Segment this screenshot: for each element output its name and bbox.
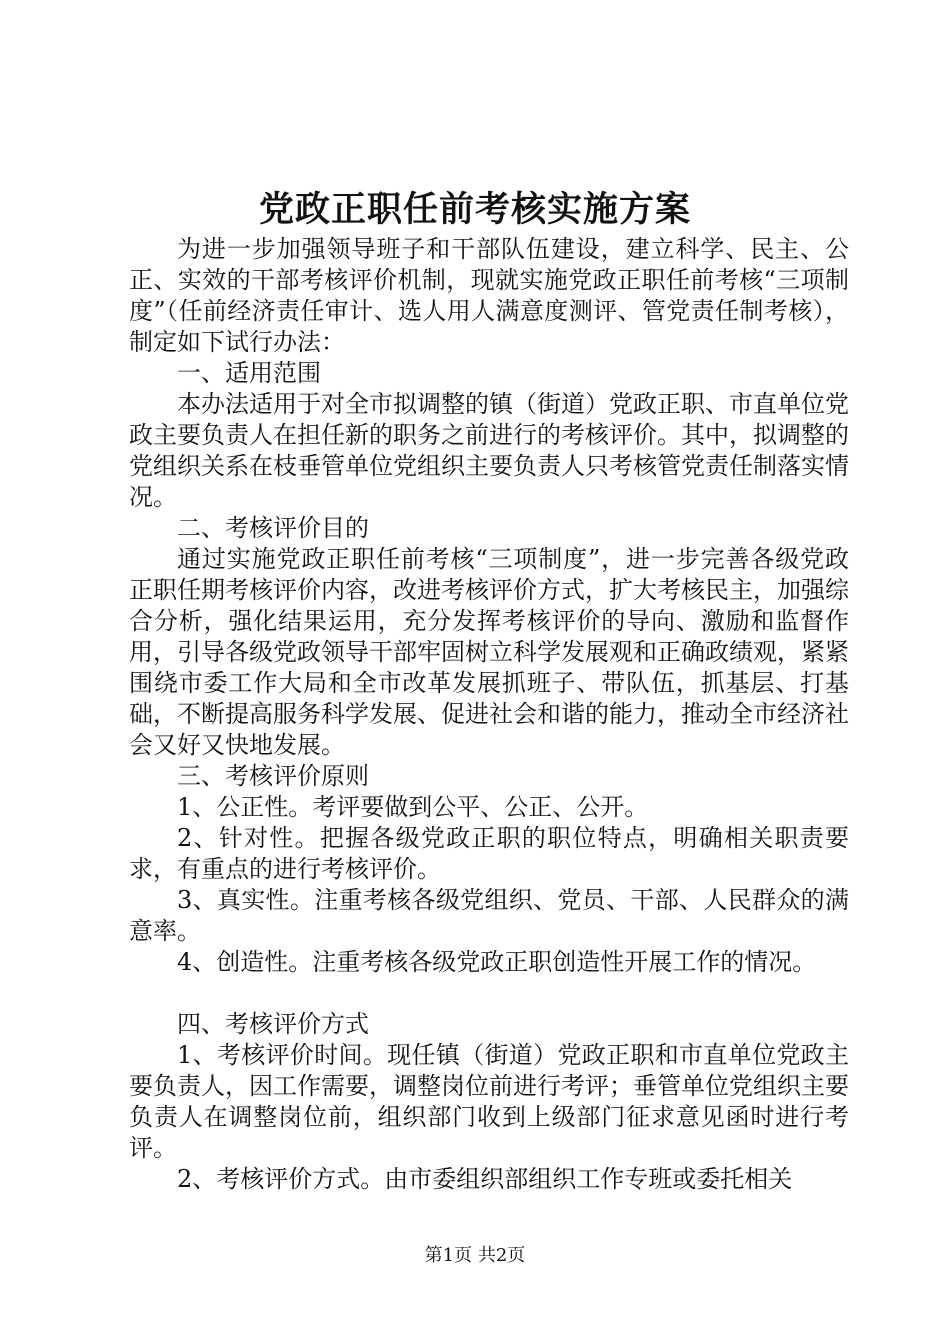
principle-item-3: 3、真实性。注重考核各级党组织、党员、干部、人民群众的满意率。 [129,886,849,945]
principle-item-2: 2、针对性。把握各级党政正职的职位特点，明确相关职责要求，有重点的进行考核评价。 [129,824,849,883]
principle-item-4: 4、创造性。注重考核各级党政正职创造性开展工作的情况。 [177,948,817,976]
intro-paragraph: 为进一步加强领导班子和干部队伍建设，建立科学、民主、公正、实效的干部考核评价机制，现就实施党政正职任前考核“三项制度”（任前经济责任审计、选人用人满意度测评、管党责任制考核），制定如下试行办法： [129,235,849,356]
section-heading-method: 四、考核评价方式 [177,1010,369,1038]
document-body [129,234,849,1195]
section-heading-purpose: 二、考核评价目的 [177,514,369,542]
method-item-1: 1、考核评价时间。现任镇（街道）党政正职和市直单位党政主要负责人，因工作需要，调整岗位前进行考评；垂管单位党组织主要负责人在调整岗位前，组织部门收到上级部门征求意见函时进行考评。 [129,1041,849,1162]
purpose-paragraph: 通过实施党政正职任前考核“三项制度”，进一步完善各级党政正职任期考核评价内容，改进考核评价方式，扩大考核民主，加强综合分析，强化结果运用，充分发挥考核评价的导向、激励和监督作用，引导各级党政领导干部牢固树立科学发展观和正确政绩观，紧紧围绕市委工作大局和全市改革发展抓班子、带队伍，抓基层、打基础，不断提高服务科学发展、促进社会和谐的能力，推动全市经济社会又好又快地发展。 [129,545,849,759]
section-heading-principles: 三、考核评价原则 [177,762,369,790]
document-title: 党政正职任前考核实施方案 [258,189,691,230]
page-number-footer: 第1页 共2页 [424,1245,526,1266]
section-heading-scope: 一、适用范围 [177,359,321,387]
blank-line [129,978,849,1009]
scope-paragraph: 本办法适用于对全市拟调整的镇（街道）党政正职、市直单位党政主要负责人在担任新的职务之前进行的考核评价。其中，拟调整的党组织关系在枝垂管单位党组织主要负责人只考核管党责任制落实情况。 [129,390,849,511]
method-item-2: 2、考核评价方式。由市委组织部组织工作专班或委托相关 [177,1165,793,1193]
principle-item-1: 1、公正性。考评要做到公平、公正、公开。 [177,793,649,821]
